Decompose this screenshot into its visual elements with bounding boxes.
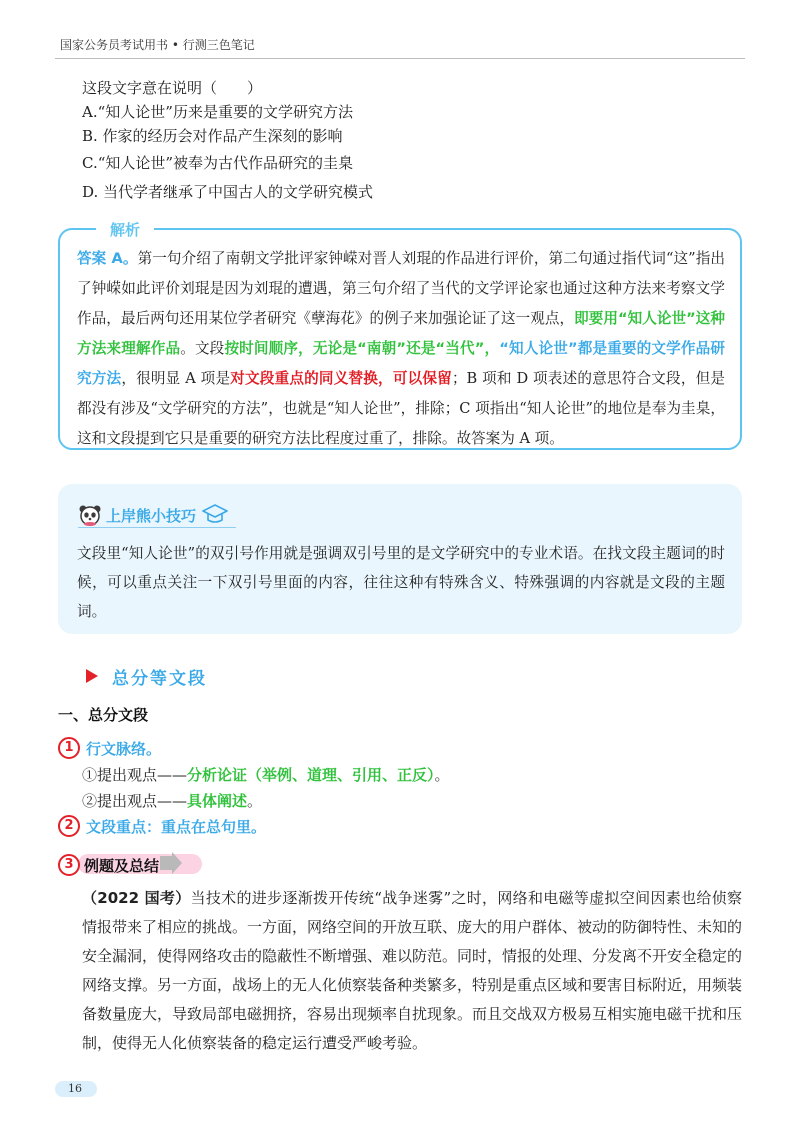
sub-point-prefix: ②提出观点—— xyxy=(82,792,188,810)
option-d: D. 当代学者继承了中国古人的文学研究模式 xyxy=(82,183,374,201)
highlight-green: 分析论证（举例、道理、引用、正反） xyxy=(187,766,435,784)
number-badge-2: 2 xyxy=(58,815,80,837)
header-divider xyxy=(55,58,745,59)
running-header: 国家公务员考试用书 • 行测三色笔记 xyxy=(60,38,255,52)
option-b: B. 作家的经历会对作品产生深刻的影响 xyxy=(82,127,343,145)
point-2-label: 文段重点：重点在总句里。 xyxy=(86,818,267,836)
point-3-label: 例题及总结 xyxy=(84,857,160,875)
analysis-segment: ，很明显 A 项是 xyxy=(121,370,231,387)
sub-point-2 xyxy=(82,790,262,812)
sub-point-suffix: 。 xyxy=(247,792,263,810)
subsection-heading: 一、总分文段 xyxy=(58,706,149,724)
example-paragraph xyxy=(82,884,742,1058)
number-badge-1: 1 xyxy=(58,737,80,759)
answer-label: 答案 A。 xyxy=(77,250,138,267)
tip-text: 文段里“知人论世”的双引号作用就是强调双引号里的是文学研究中的专业术语。在找文段主题词的时候，可以重点关注一下双引号里面的内容，往往这种有特殊含义、特殊强调的内容就是文段的主题词。 xyxy=(77,545,725,620)
graduation-cap-icon xyxy=(202,502,228,530)
highlight-red: 对文段重点的同义替换，可以保留 xyxy=(230,370,452,387)
point-1-label: 行文脉络。 xyxy=(86,740,162,758)
arrow-decoration-icon xyxy=(158,852,182,874)
tip-underline xyxy=(78,527,236,528)
page-number: 16 xyxy=(68,1082,82,1095)
analysis-segment: ；B 项和 D 项表述的意思符合文段，但是都没有涉及“文学研究的方法”，也就是“知人论世”，排除；C 项指出“知人论世”的地位是奉为圭臬，这和文段提到它只是重要的研究方法比程度过重了，排除。故答案为 A 项。 xyxy=(77,370,725,447)
analysis-segment: 。文段 xyxy=(180,340,225,357)
option-c: C.“知人论世”被奉为古代作品研究的圭臬 xyxy=(82,154,354,172)
highlight-green: 按时间顺序，无论是“南朝”还是“当代”， xyxy=(224,340,500,357)
highlight-green: 即要用“知人论世”这种方法来理解作品 xyxy=(77,310,725,357)
tip-title: 上岸熊小技巧 xyxy=(106,507,197,525)
section-title: 总分等文段 xyxy=(112,669,207,689)
analysis-tag: 解析 xyxy=(96,219,154,241)
triangle-arrow-icon xyxy=(86,669,98,683)
sub-point-1 xyxy=(82,764,450,786)
sub-point-prefix: ①提出观点—— xyxy=(82,766,188,784)
highlight-blue: “知人论世”都是重要的文学作品研究方法 xyxy=(77,340,725,387)
bear-icon xyxy=(78,503,102,527)
sub-point-suffix: 。 xyxy=(434,766,450,784)
option-a: A.“知人论世”历来是重要的文学研究方法 xyxy=(82,103,353,121)
analysis-text xyxy=(77,244,725,454)
question-stem: 这段文字意在说明（ ） xyxy=(82,79,263,97)
example-body: 当技术的进步逐渐拨开传统“战争迷雾”之时，网络和电磁等虚拟空间因素也给侦察情报带来了相应的挑战。一方面，网络空间的开放互联、庞大的用户群体、被动的防御特性、未知的安全漏洞，使得网络攻击的隐蔽性不断增强、难以防范。同时，情报的处理、分发离不开安全稳定的网络支撑。另一方面，战场上的无人化侦察装备种类繁多，特别是重点区域和要害目标附近，用频装备数量庞大，导致局部电磁拥挤，容易出现频率自扰现象。而且交战双方极易互相实施电磁干扰和压制，使得无人化侦察装备的稳定运行遭受严峻考验。 xyxy=(82,889,743,1052)
example-source: （2022 国考） xyxy=(82,889,191,907)
number-badge-3: 3 xyxy=(58,854,80,876)
highlight-green: 具体阐述 xyxy=(187,792,248,810)
analysis-segment: 第一句介绍了南朝文学批评家钟嵘对晋人刘琨的作品进行评价，第二句通过指代词“这”指出了钟嵘如此评价刘琨是因为刘琨的遭遇，第三句介绍了当代的文学评论家也通过这种方法来考察文学作品，最后两句还用某位学者研究《孽海花》的例子来加强论证了这一观点， xyxy=(77,250,725,327)
